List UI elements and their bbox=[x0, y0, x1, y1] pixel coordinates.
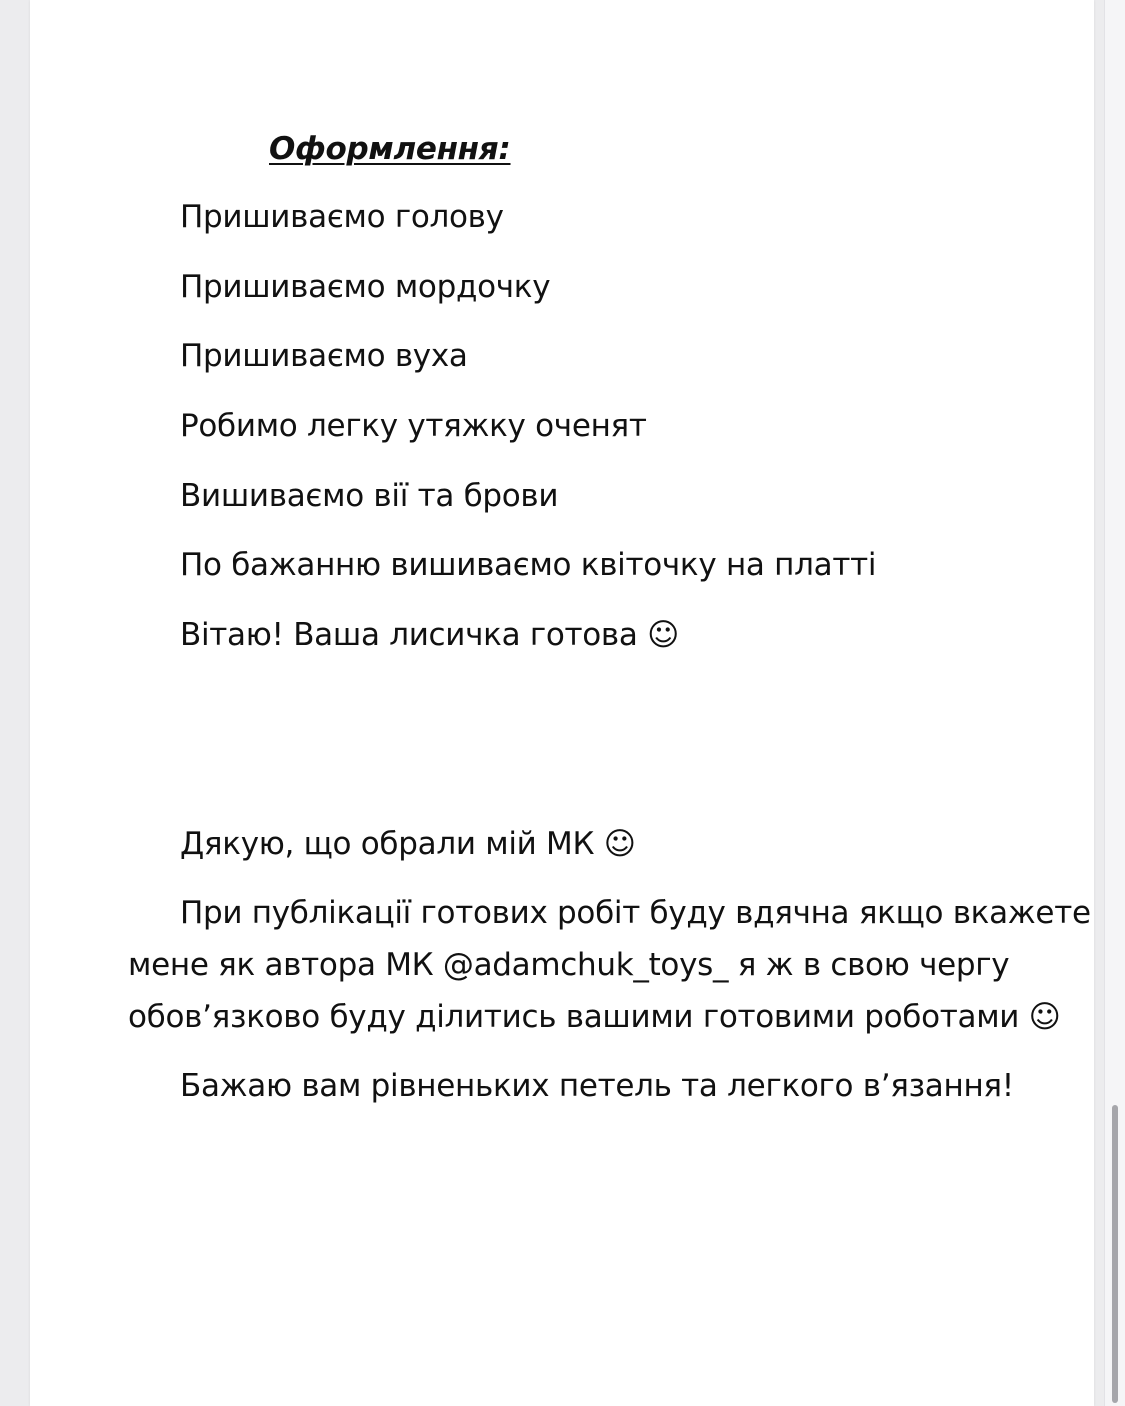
thanks-text: Дякую, що обрали мій МК ☺ bbox=[180, 826, 636, 862]
step-eye-tightening: Робимо легку утяжку оченят bbox=[180, 408, 647, 444]
step-embroider-flower: По бажанню вишиваємо квіточку на платті bbox=[180, 547, 877, 583]
step-congratulations: Вітаю! Ваша лисичка готова ☺ bbox=[180, 617, 680, 653]
publication-note-line-3: обов’язково буду ділитись вашими готовими роботами ☺ bbox=[128, 999, 1061, 1035]
document-page bbox=[30, 0, 1094, 1406]
vertical-scrollbar[interactable] bbox=[1104, 0, 1125, 1406]
publication-note-line-2: мене як автора МК @adamchuk_toys_ я ж в свою чергу bbox=[128, 947, 1010, 983]
section-heading: Оформлення: bbox=[269, 131, 511, 167]
step-sew-head: Пришиваємо голову bbox=[180, 199, 504, 235]
step-sew-ears: Пришиваємо вуха bbox=[180, 338, 468, 374]
publication-note-line-1: При публікації готових робіт буду вдячна якщо вкажете bbox=[180, 895, 1091, 931]
closing-wish: Бажаю вам рівненьких петель та легкого в’язання! bbox=[180, 1068, 1014, 1104]
scrollbar-thumb[interactable] bbox=[1112, 1105, 1118, 1403]
step-embroider-lashes-brows: Вишиваємо вії та брови bbox=[180, 478, 559, 514]
step-sew-muzzle: Пришиваємо мордочку bbox=[180, 269, 551, 305]
